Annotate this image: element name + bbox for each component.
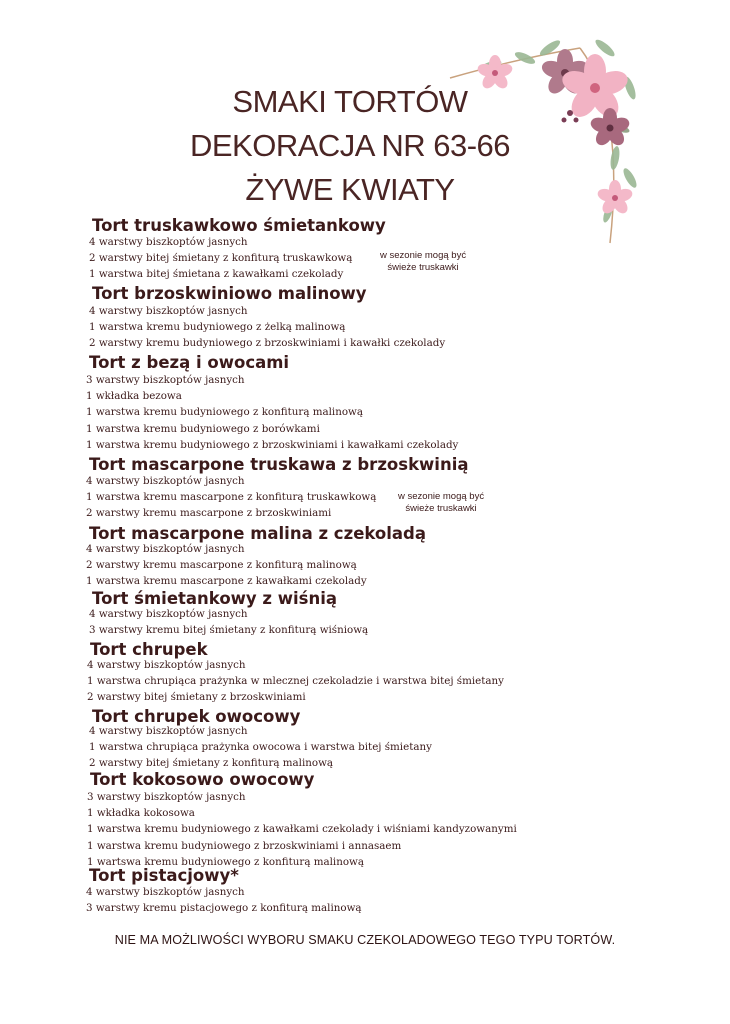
cake-layer: 1 wkładka bezowa xyxy=(86,390,182,403)
cake-name: Tort brzoskwiniowo malinowy xyxy=(92,284,367,303)
cake-layer: 3 warstwy kremu pistacjowego z konfiturą malinową xyxy=(86,902,362,915)
cake-layer: 1 warstwa kremu budyniowego z żelką malinową xyxy=(89,321,346,334)
season-note-line: w sezonie mogą być xyxy=(380,250,467,261)
cake-name: Tort mascarpone truskawa z brzoskwinią xyxy=(89,455,469,474)
cake-layer: 2 warstwy bitej śmietany z brzoskwiniami xyxy=(87,691,306,704)
cake-layer: 4 warstwy biszkoptów jasnych xyxy=(89,236,248,248)
season-note-line: świeże truskawki xyxy=(387,262,459,273)
cake-name: Tort z bezą i owocami xyxy=(89,353,290,372)
cake-layer: 1 warstwa kremu budyniowego z konfiturą malinową xyxy=(86,406,364,419)
cake-layer: 4 warstwy biszkoptów jasnych xyxy=(89,608,248,620)
cake-layer: 1 warstwa kremu budyniowego z brzoskwiniami i kawałkami czekolady xyxy=(86,438,459,451)
cake-layer: 2 warstwy bitej śmietany z konfiturą malinową xyxy=(89,757,334,770)
cake-name: Tort truskawkowo śmietankowy xyxy=(92,216,386,235)
cake-name: Tort kokosowo owocowy xyxy=(90,770,315,789)
season-note xyxy=(398,491,484,515)
cake-name: Tort śmietankowy z wiśnią xyxy=(92,589,338,608)
cake-layer: 1 warstwa chrupiąca prażynka owocowa i warstwa bitej śmietany xyxy=(89,741,432,754)
cake-layer: 1 warstwa kremu budyniowego z kawałkami czekolady i wiśniami kandyzowanymi xyxy=(87,823,517,836)
cake-name: Tort chrupek xyxy=(90,640,208,659)
cake-layer: 1 wkładka kokosowa xyxy=(87,807,195,820)
season-note-line: świeże truskawki xyxy=(405,503,477,514)
cake-layer: 1 warstwa chrupiąca prażynka w mlecznej czekoladzie i warstwa bitej śmietany xyxy=(87,675,504,688)
footer-note: NIE MA MOŻLIWOŚCI WYBORU SMAKU CZEKOLADOWEGO TEGO TYPU TORTÓW. xyxy=(114,933,616,947)
cake-layer: 1 warstwa kremu mascarpone z kawałkami czekolady xyxy=(86,575,367,588)
cake-layer: 3 warstwy biszkoptów jasnych xyxy=(86,374,245,386)
cake-name: Tort pistacjowy* xyxy=(89,866,239,885)
cake-layer: 4 warstwy biszkoptów jasnych xyxy=(89,305,248,317)
cake-layer: 2 warstwy kremu mascarpone z brzoskwiniami xyxy=(86,507,332,520)
cake-name: Tort chrupek owocowy xyxy=(92,707,301,726)
cake-layer: 2 warstwy bitej śmietany z konfiturą truskawkową xyxy=(89,252,353,265)
cake-layer: 3 warstwy kremu bitej śmietany z konfiturą wiśniową xyxy=(89,624,369,637)
cake-layer: 3 warstwy biszkoptów jasnych xyxy=(87,791,246,803)
cake-layer: 4 warstwy biszkoptów jasnych xyxy=(89,725,248,737)
cake-name: Tort mascarpone malina z czekoladą xyxy=(89,524,426,543)
season-note-line: w sezonie mogą być xyxy=(398,491,485,502)
cake-layer: 4 warstwy biszkoptów jasnych xyxy=(86,543,245,555)
cake-layer: 2 warstwy kremu mascarpone z konfiturą malinową xyxy=(86,559,357,572)
cake-layer: 1 warstwa kremu mascarpone z konfiturą truskawkową xyxy=(86,491,377,504)
cake-layer: 4 warstwy biszkoptów jasnych xyxy=(86,475,245,487)
cake-layer: 1 wartswa kremu budyniowego z konfiturą malinową xyxy=(87,855,365,868)
cake-layer: 4 warstwy biszkoptów jasnych xyxy=(87,659,246,671)
title-line: DEKORACJA NR 63-66 xyxy=(189,128,511,163)
season-note xyxy=(380,250,466,274)
floral-corner-decoration xyxy=(430,28,660,258)
cake-layer: 4 warstwy biszkoptów jasnych xyxy=(86,886,245,898)
cake-layer: 1 warstwa kremu budyniowego z borówkami xyxy=(86,422,320,435)
title-line: SMAKI TORTÓW xyxy=(232,84,468,119)
title-line: ŻYWE KWIATY xyxy=(245,172,455,207)
cake-layer: 1 warstwa bitej śmietana z kawałkami czekolady xyxy=(89,268,344,281)
cake-layer: 2 warstwy kremu budyniowego z brzoskwiniami i kawałki czekolady xyxy=(89,337,446,350)
cake-layer: 1 warstwa kremu budyniowego z brzoskwiniami i annasaem xyxy=(87,839,402,852)
